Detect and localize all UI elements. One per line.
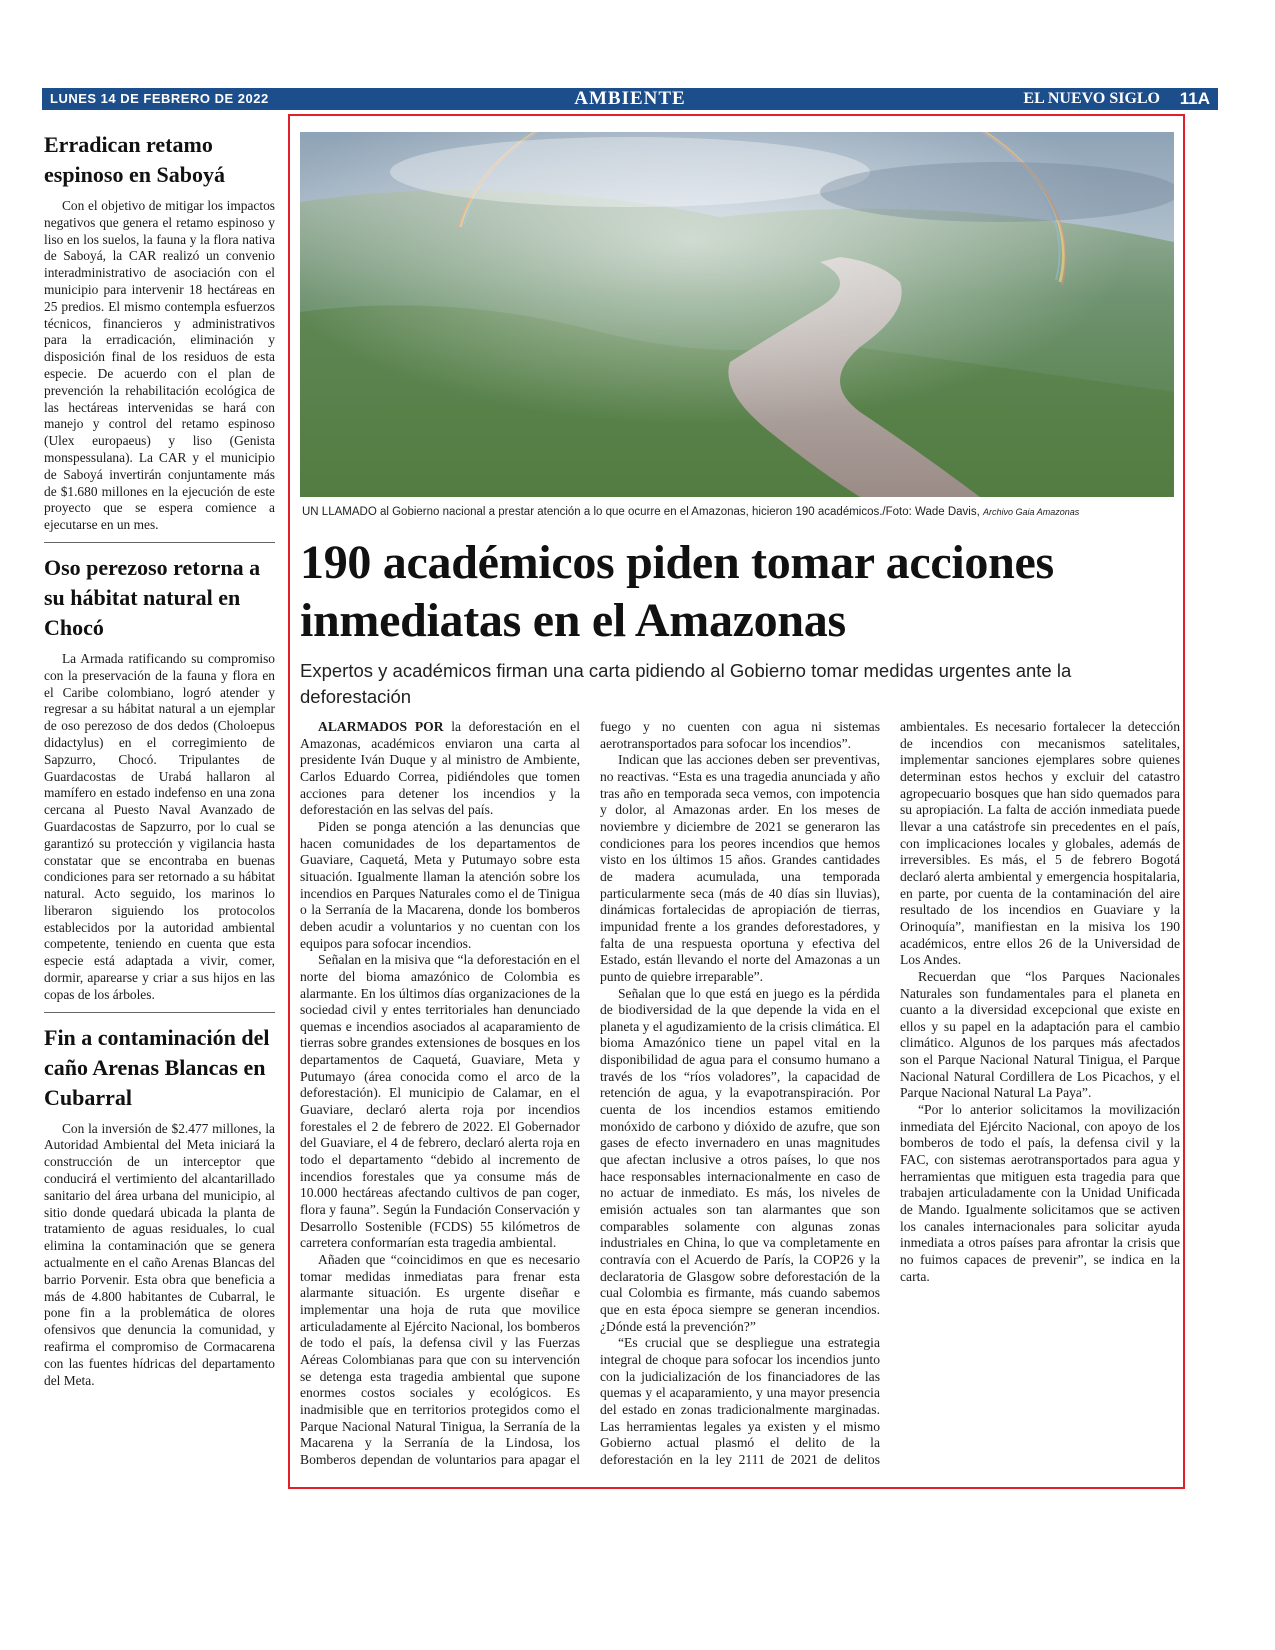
news-briefs-column bbox=[44, 130, 275, 1389]
feature-article bbox=[288, 114, 1185, 1489]
article-subheadline: Expertos y académicos firman una carta pidiendo al Gobierno tomar medidas urgentes ante la deforestación bbox=[300, 660, 1072, 707]
article-paragraph bbox=[300, 719, 580, 819]
issue-date: LUNES 14 DE FEBRERO DE 2022 bbox=[50, 91, 269, 106]
brief-arenas-blancas bbox=[44, 1023, 275, 1390]
page-number: 11A bbox=[1179, 89, 1210, 108]
brief-title: Erradican retamo espinoso en Saboyá bbox=[44, 132, 225, 187]
article-paragraph: “Por lo anterior solicitamos la movilización inmediata del Ejército Nacional, con apoyo de los bomberos de todo el país, la defensa civil y la FAC, con sistemas aerotransportados para agua y herramientas que mitiguen esta tragedia para que trabajen articuladamente con la Unidad Unificada de Mando. Igualmente solicitamos que se activen los canales internacionales para solicitar ayuda inmediata a otros países para afrontar la crisis que no fuimos capaces de prevenir”, se indica en la carta. bbox=[900, 1102, 1180, 1284]
article-paragraph: Indican que las acciones deben ser preventivas, no reactivas. “Esta es una tragedia anunciada y año tras año en temporada seca vemos, con impotencia y dolor, al Amazonas arder. En los meses de noviembre y diciembre de 2021 se generaron las condiciones para los peores incendios que hemos visto en los últimos 15 años. Grandes cantidades de madera acumulada, una temporada particularmente seca (más de 40 días sin lluvias), dinámicas fortalecidas de apropiación de tierras, impunidad frente a los grandes deforestadores, y falta de una respuesta oportuna y efectiva del Estado, están llevando el norte del Amazonas a un punto de quiebre irreparable”. bbox=[600, 752, 880, 984]
brief-retamo bbox=[44, 130, 275, 534]
article-paragraph: Piden se ponga atención a las denuncias que hacen comunidades de los departamentos de Guaviare, Caquetá, Meta y Putumayo sobre esta situación. Igualmente llaman la atención sobre los incendios en Parques Naturales como el de Tinigua o la Serranía de la Macarena, donde los bomberos deben acudir a voluntarios y no cuentan con los equipos para sofocar incendios. bbox=[300, 818, 580, 951]
brief-title: Fin a contaminación del caño Arenas Blancas en Cubarral bbox=[44, 1024, 270, 1110]
photo-caption bbox=[302, 506, 1172, 518]
section-title: AMBIENTE bbox=[574, 88, 686, 109]
divider bbox=[44, 542, 275, 543]
photo-credit: Archivo Gaia Amazonas bbox=[983, 507, 1080, 517]
paragraph-text: la deforestación en el Amazonas, académicos enviaron una carta al presidente Iván Duque y al ministro de Ambiente, Carlos Eduardo Correa, pidiéndoles que tomen acciones para detener los incendios y la deforestación en las selvas del país. bbox=[300, 719, 580, 818]
article-headline: 190 académicos piden tomar acciones inmediatas en el Amazonas bbox=[300, 536, 1054, 647]
article-paragraph: “Es crucial que se despliegue una estrategia integral de choque para sofocar los incendios junto con la judicialización de los financiadores de las quemas y el acaparamiento, y una mayor presencia del estado en zonas tradicionalmente marginadas. Las herramientas legales ya existen y el mismo Gobierno actual plasmó el delito de la deforestación en la ley 2111 de 2021 de delitos ambientales. Es necesario fortalecer la detección de incendios con mecanismos satelitales, implementar sanciones ejemplares sobre quienes determinan estos hechos y excluir del catastro agropecuario bosques que han sido quemados para su apropiación. La falta de acción inmediata puede llevar a una catástrofe sin precedentes en el país, con implicaciones locales y globales, además de irreversibles. Es más, el 5 de febrero Bogotá declaró alerta ambiental y emergencia hospitalaria, en parte, por cuenta de la contaminación del aire resultado de los incendios en Guaviare y la Orinoquía”, manifiestan en la misiva los 190 académicos, entre ellos 26 de la Universidad de Los Andes. bbox=[600, 719, 1180, 1467]
article-paragraph: Señalan en la misiva que “la deforestación en el norte del bioma amazónico de Colombia es alarmante. En los últimos días organizaciones de la sociedad civil y entes territoriales han denunciado quemas e incendios asociados al acaparamiento de tierras sobre grandes extensiones de bosques en los departamentos de Caquetá, Guaviare, Meta y Putumayo (área conocida como el arco de la deforestación). El municipio de Calamar, en el Guaviare, declaró alerta roja por incendios forestales el 2 de febrero de 2022. El Gobernador del Guaviare, el 4 de febrero, declaró alerta roja en todo el departamento “debido al incremento de incendios forestales que ya consume más de 10.000 hectáreas afectando cultivos de pan coger, flora y fauna”. Según la Fundación Conservación y Desarrollo Sostenible (FCDS) 55 kilómetros de carretera conformarían esta tragedia ambiental. bbox=[300, 952, 580, 1251]
caption-text: UN LLAMADO al Gobierno nacional a prestar atención a lo que ocurre en el Amazonas, hicieron 190 académicos./Foto: Wade Davis, bbox=[302, 506, 980, 518]
amazon-aerial-photo bbox=[300, 132, 1174, 497]
newspaper-name: EL NUEVO SIGLO bbox=[1023, 90, 1160, 107]
brief-body: Con el objetivo de mitigar los impactos negativos que genera el retamo espinoso y liso en los suelos, la fauna y la flora nativa de Saboyá, la CAR realizó un convenio interadministrativo de asociación con el municipio para intervenir 18 hectáreas en 25 predios. El mismo contempla esfuerzos técnicos, financieros y administrativos para la erradicación, eliminación y disposición final de los residuos de esta especie. De acuerdo con el plan de prevención la rehabilitación ecológica de las hectáreas intervenidas se hará con manejo y control del retamo espinoso (Ulex europaeus) y liso (Genista monspessulana). La CAR y el municipio de Saboyá invertirán conjuntamente más de $1.680 millones en la ejecución de este proyecto que se espera comience a ejecutarse en un mes. bbox=[44, 198, 275, 533]
article-body bbox=[300, 719, 1180, 1479]
article-paragraph: Señalan que lo que está en juego es la pérdida de biodiversidad de la que depende la vida en el planeta y el agudizamiento de la crisis climática. El bioma Amazónico tiene un papel vital en la disponibilidad de agua para el consumo humano a través de los “ríos voladores”, la capacidad de retención de agua, y la evapotranspiración. Por cuenta de los incendios estamos emitiendo monóxido de carbono y dióxido de azufre, que son gases de efecto invernadero en unas magnitudes que afectan inclusive a otros países, lo que nos hace responsables internacionalmente en caso de no actuar de inmediato. Es más, los niveles de emisión actuales son tan alarmantes que son comparables solamente con algunas zonas industriales en China, lo que va completamente en contravía con el Acuerdo de París, la COP26 y la declaratoria de Glasgow sobre deforestación de la cual Colombia es firmante, más cuando sabemos que en esta época siempre se generan incendios. ¿Dónde está la prevención?” bbox=[600, 985, 880, 1334]
brief-body: La Armada ratificando su compromiso con la preservación de la fauna y flora en el Caribe colombiano, logró atender y regresar a su hábitat natural a un ejemplar de oso perezoso de dos dedos (Choloepus didactylus) en el corregimiento de Sapzurro, Chocó. Tripulantes de Guardacostas de Urabá hallaron al mamífero en estado indefenso en una zona cercana al Puesto Naval Avanzado de Guardacostas de Sapzurro, por lo cual se garantizó su protección y vigilancia hasta constatar que se encontraba en buenas condiciones para ser retornado a su hábitat natural. Acto seguido, los marinos lo liberaron siguiendo los protocolos establecidos por la autoridad ambiental competente, teniendo en cuenta que esta especie está adaptada a vivir, comer, dormir, aparearse y criar a sus hijos en las copas de los árboles. bbox=[44, 650, 275, 1002]
brief-title: Oso perezoso retorna a su hábitat natural en Chocó bbox=[44, 554, 261, 640]
lead-in: ALARMADOS POR bbox=[318, 719, 444, 734]
brief-body: Con la inversión de $2.477 millones, la Autoridad Ambiental del Meta iniciará la construcción de un interceptor que conducirá el vertimiento del alcantarillado sanitario del área urbana del municipio, al sitio donde quedará ubicada la planta de tratamiento de aguas residuales, lo cual elimina la contaminación que se genera actualmente en el caño Arenas Blancas del barrio Porvenir. Esta obra que beneficia a más de 4.800 habitantes de Cubarral, le pone fin a la problemática de olores ofensivos que denuncia la comunidad, y reafirma el compromiso de Cormacarena con las fuentes hídricas del departamento del Meta. bbox=[44, 1120, 275, 1388]
divider bbox=[44, 1012, 275, 1013]
article-paragraph: Recuerdan que “los Parques Nacionales Naturales son fundamentales para el planeta en cuanto a la diversidad excepcional que existe en ellos y su papel en la adaptación para el cambio climático. Algunos de los parques más afectados son el Parque Nacional Natural Tinigua, el Parque Nacional Natural Cordillera de Los Picachos, y el Parque Nacional Natural La Paya”. bbox=[900, 968, 1180, 1101]
page-header bbox=[42, 88, 1218, 110]
article-paragraph: Añaden que “coincidimos en que es necesario tomar medidas inmediatas para frenar esta alarmante situación. Es urgente diseñar e implementar una hoja de ruta que movilice articuladamente al Ejército Nacional, los bomberos de todo el país, la defensa civil y las Fuerzas Aéreas Colombianas para que con su intervención se detenga esta tragedia ambiental que supone enormes costos sociales y ecológicos. Es inadmisible que en territorios protegidos como el Parque Nacional Natural Tinigua, la Serranía de la Macarena y la Serranía de la Lindosa, los Bomberos dependan de voluntarios para apagar el fuego y no cuenten con agua ni sistemas aerotransportados para sofocar los incendios”. bbox=[300, 719, 880, 1467]
brief-oso-perezoso bbox=[44, 553, 275, 1004]
